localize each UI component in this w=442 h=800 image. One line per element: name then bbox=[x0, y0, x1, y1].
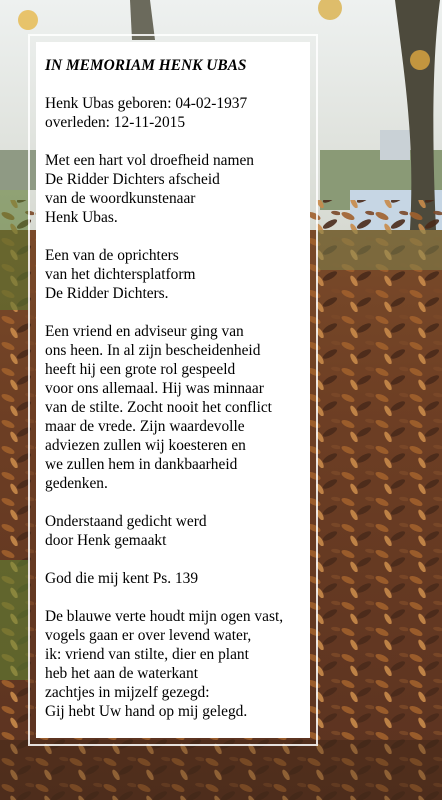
text-line: Een vriend en adviseur ging van bbox=[45, 323, 244, 340]
text-line: van het dichtersplatform bbox=[45, 266, 196, 283]
farewell-paragraph bbox=[45, 151, 310, 227]
poem-line: zachtjes in mijzelf gezegd: bbox=[45, 684, 210, 701]
text-line: De Ridder Dichters. bbox=[45, 285, 169, 302]
poem-line: heb het aan de waterkant bbox=[45, 665, 198, 682]
death-line: overleden: 12-11-2015 bbox=[45, 114, 186, 131]
text-line: gedenken. bbox=[45, 475, 108, 492]
text-line: maar de vrede. Zijn waardevolle bbox=[45, 418, 245, 435]
text-line: Onderstaand gedicht werd bbox=[45, 513, 207, 530]
text-line: we zullen hem in dankbaarheid bbox=[45, 456, 238, 473]
memorial-title: IN MEMORIAM HENK UBAS bbox=[45, 57, 247, 74]
memorial-card bbox=[36, 42, 310, 738]
poem-title bbox=[45, 569, 310, 588]
poem-verse bbox=[45, 607, 310, 721]
text-line: adviezen zullen wij koesteren en bbox=[45, 437, 246, 454]
poem-line: Gij hebt Uw hand op mij gelegd. bbox=[45, 703, 248, 720]
text-line: door Henk gemaakt bbox=[45, 532, 167, 549]
poem-title-line: God die mij kent Ps. 139 bbox=[45, 570, 199, 587]
poem-line: vogels gaan er over levend water, bbox=[45, 627, 252, 644]
text-line: van de woordkunstenaar bbox=[45, 190, 196, 207]
text-line: De Ridder Dichters afscheid bbox=[45, 171, 220, 188]
text-line: Een van de oprichters bbox=[45, 247, 179, 264]
poem-line: ik: vriend van stilte, dier en plant bbox=[45, 646, 249, 663]
poem-intro-paragraph bbox=[45, 512, 310, 550]
founder-paragraph bbox=[45, 246, 310, 303]
text-line: heeft hij een grote rol gespeeld bbox=[45, 361, 236, 378]
text-line: voor ons allemaal. Hij was minnaar bbox=[45, 380, 264, 397]
dates-block bbox=[45, 94, 310, 132]
poem-line: De blauwe verte houdt mijn ogen vast, bbox=[45, 608, 284, 625]
text-line: ons heen. In al zijn bescheidenheid bbox=[45, 342, 261, 359]
tribute-paragraph bbox=[45, 322, 310, 493]
birth-line: Henk Ubas geboren: 04-02-1937 bbox=[45, 95, 248, 112]
text-line: van de stilte. Zocht nooit het conflict bbox=[45, 399, 272, 416]
text-line: Henk Ubas. bbox=[45, 209, 118, 226]
text-line: Met een hart vol droefheid namen bbox=[45, 152, 254, 169]
